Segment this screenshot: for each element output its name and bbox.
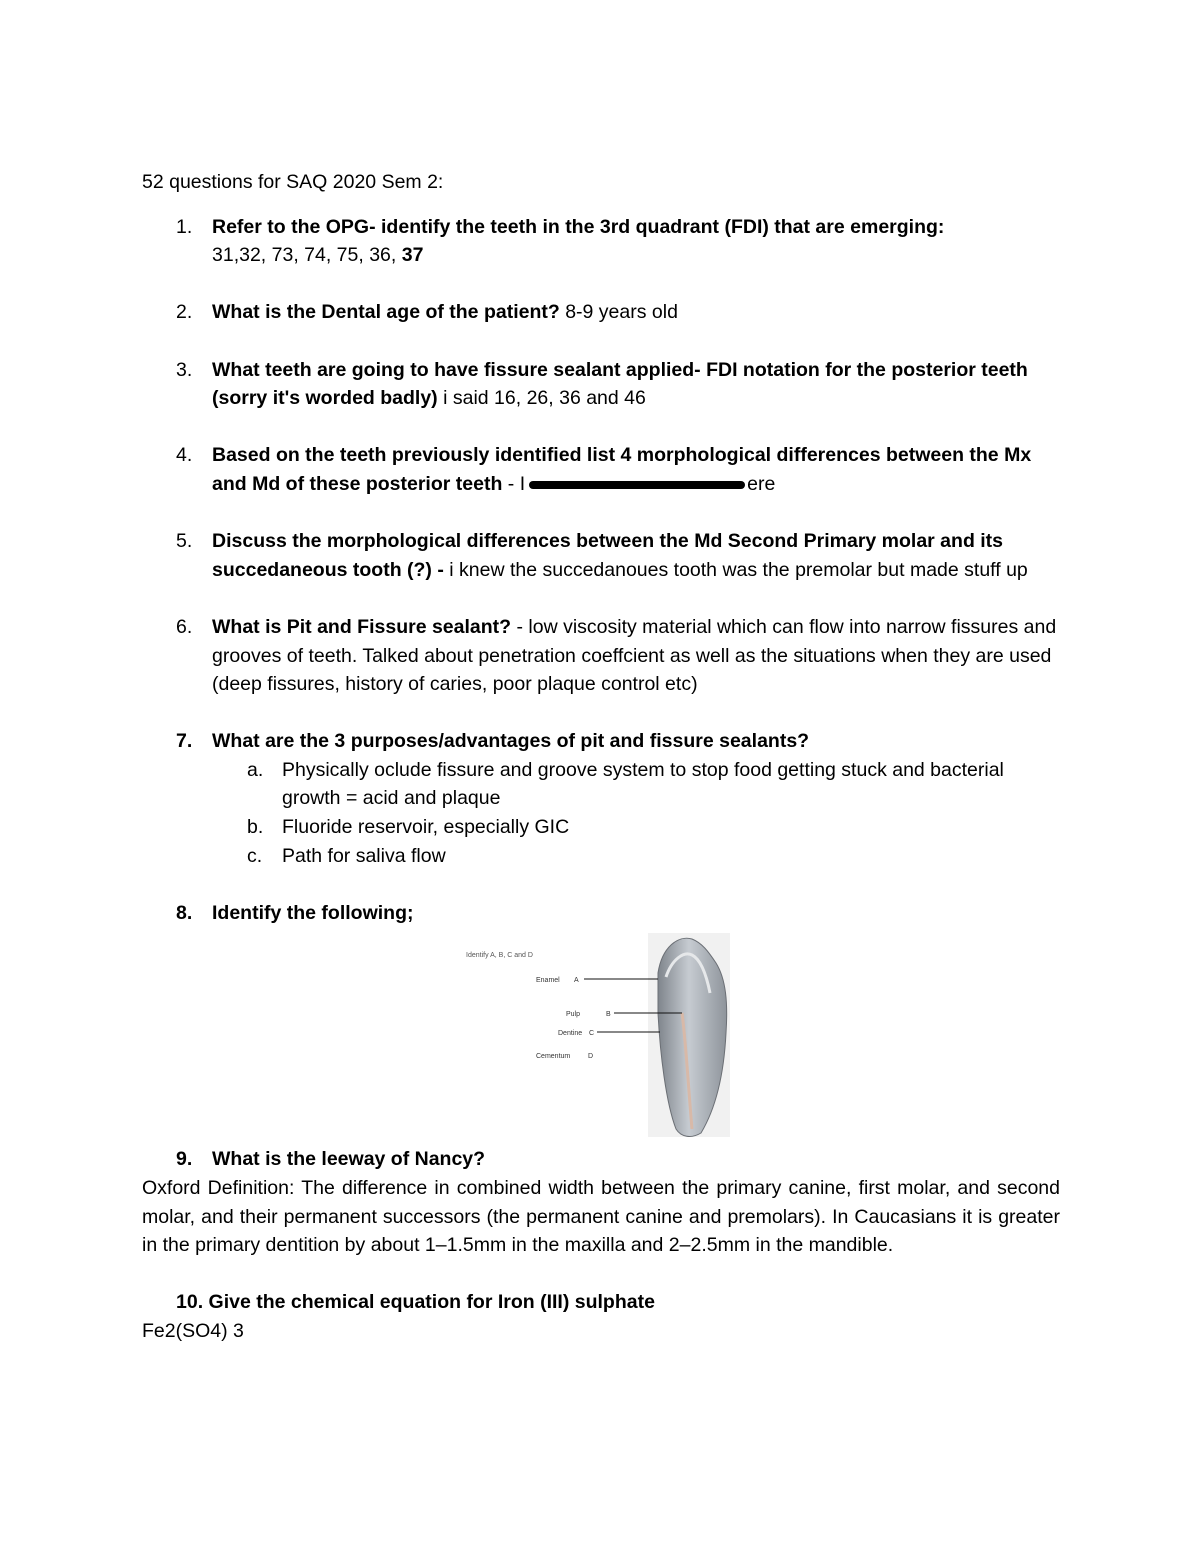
answer-bold-text: 37 xyxy=(401,244,424,267)
question-4 xyxy=(142,441,1060,498)
question-3 xyxy=(142,356,1060,413)
question-text: What teeth are going to have fissure sealant applied- FDI notation for the posterior teeth (sorry it's worded badly) xyxy=(212,358,1028,410)
sub-item-label: b. xyxy=(247,816,264,839)
label-cementum: Cementum xyxy=(536,1053,571,1061)
sub-item-label: c. xyxy=(247,844,263,867)
question-text: What is the Dental age of the patient? xyxy=(212,301,560,324)
question-text: Give the chemical equation for Iron (III) sulphate xyxy=(208,1291,655,1314)
answer-text: i said 16, 26, 36 and 46 xyxy=(443,387,646,410)
label-letter-d: D xyxy=(588,1053,594,1061)
answer-text: - low viscosity material which can flow into narrow fissures and grooves of teeth. Talked about penetration coeffcient as well as the situations when they are used (deep fissures, history of caries, poor plaque control etc) xyxy=(212,615,1057,696)
question-text: What is Pit and Fissure sealant? xyxy=(212,615,512,638)
question-text: Discuss the morphological differences between the Md Second Primary molar and its succedaneous tooth (?) - xyxy=(212,530,1004,581)
label-enamel: Enamel xyxy=(536,977,560,985)
question-6 xyxy=(142,613,1060,699)
question-8 xyxy=(142,899,1060,1146)
answer-text: 8-9 years old xyxy=(565,301,678,324)
sub-item xyxy=(142,756,1060,813)
question-7 xyxy=(142,727,1060,870)
question-text: What is the leeway of Nancy? xyxy=(212,1148,486,1171)
question-5 xyxy=(142,527,1060,584)
sub-item-text: Physically oclude fissure and groove system to stop food getting stuck and bacterial growth = acid and plaque xyxy=(282,758,1004,810)
label-pulp: Pulp xyxy=(566,1011,581,1019)
label-letter-a: A xyxy=(574,977,579,985)
sub-item-text: Fluoride reservoir, especially GIC xyxy=(282,816,570,839)
answer-text: i knew the succedanoues tooth was the premolar but made stuff up xyxy=(449,558,1028,581)
question-number: 1. xyxy=(176,215,193,238)
question-9 xyxy=(142,1145,1060,1174)
question-text: What are the 3 purposes/advantages of pit and fissure sealants? xyxy=(212,730,810,753)
question-number: 6. xyxy=(176,615,193,638)
question-10 xyxy=(142,1288,1060,1317)
figure-caption: Identify A, B, C and D xyxy=(466,952,533,960)
leeway-definition: Oxford Definition: The difference in combined width between the primary canine, first molar, and second molar, and their permanent successors (the permanent canine and premolars). In Caucasians it is greater in the primary dentition by about 1–1.5mm in the maxilla and 2–2.5mm in the mandible. xyxy=(142,1177,1060,1257)
question-text: Identify the following; xyxy=(212,901,414,924)
sub-item xyxy=(142,842,1060,871)
sub-list xyxy=(142,756,1060,870)
question-text: Based on the teeth previously identified list 4 morphological differences between the Mx and Md of these posterior teeth xyxy=(212,444,1032,495)
redaction-bar xyxy=(529,481,745,489)
label-dentine: Dentine xyxy=(558,1030,583,1038)
sub-item-label: a. xyxy=(247,758,264,781)
question-number: 7. xyxy=(176,730,193,753)
question-number: 8. xyxy=(176,901,193,924)
sub-item xyxy=(142,813,1060,842)
tooth-diagram xyxy=(396,933,736,1139)
answer-text-after-redaction: ere xyxy=(747,472,776,495)
document-page xyxy=(142,168,1060,1346)
document-title: 52 questions for SAQ 2020 Sem 2: xyxy=(142,171,444,193)
question-text: Refer to the OPG- identify the teeth in the 3rd quadrant (FDI) that are emerging: xyxy=(212,215,945,238)
question-2 xyxy=(142,298,1060,327)
question-list xyxy=(142,213,1060,1174)
question-number: 5. xyxy=(176,530,193,553)
question-number: 3. xyxy=(176,358,193,381)
question-1 xyxy=(142,213,1060,270)
answer-text: 31,32, 73, 74, 75, 36, xyxy=(212,244,397,267)
tooth-section-figure xyxy=(142,935,1060,1145)
question-number: 10. xyxy=(176,1291,204,1314)
label-letter-b: B xyxy=(606,1011,611,1019)
question-number: 4. xyxy=(176,444,193,467)
question-number: 9. xyxy=(176,1148,193,1171)
answer-text: Fe2(SO4) 3 xyxy=(142,1320,244,1342)
question-number: 2. xyxy=(176,301,193,324)
label-letter-c: C xyxy=(589,1030,595,1038)
sub-item-text: Path for saliva flow xyxy=(282,844,446,867)
answer-text-before-redaction: - I xyxy=(507,472,526,495)
